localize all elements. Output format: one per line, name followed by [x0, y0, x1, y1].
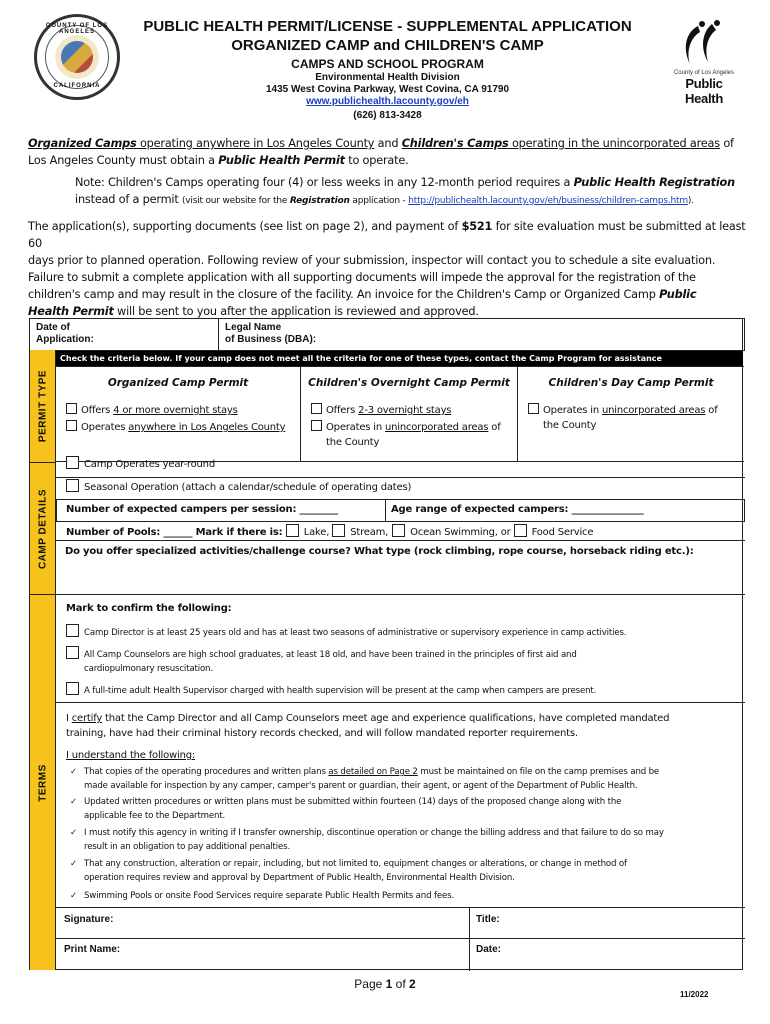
understand-item-3: ✓ I must notify this agency in writing if I transfer ownership, discontinue operation or change the billing address and that failure to do so may result in an obligation to pay additional penalties.: [70, 828, 664, 852]
phone-number: (626) 813-3428: [353, 110, 422, 121]
page-number: Page 1 of 2: [354, 977, 416, 991]
print-name-field[interactable]: Print Name:: [56, 938, 470, 971]
day-camp-header: Children's Day Camp Permit: [548, 377, 714, 389]
organized-camp-header: Organized Camp Permit: [107, 377, 249, 389]
division-name: Environmental Health Division: [315, 72, 460, 83]
stream-checkbox[interactable]: [332, 524, 345, 537]
organized-camp-column: [56, 366, 301, 462]
day-option-unincorporated[interactable]: Operates in unincorporated areas of the County: [528, 403, 718, 433]
registration-note: Note: Children's Camps operating four (4) or less weeks in any 12-month period requires a Public Health Registration instead of a permit (visit our website for the Registration application - http://publichealth.lacounty.gov/eh/business/children-camps.htm).: [75, 176, 735, 206]
checkmark-icon: ✓: [70, 859, 78, 869]
registration-link[interactable]: http://publichealth.lacounty.gov/eh/business/children-camps.htm: [408, 196, 688, 206]
checkbox[interactable]: [66, 456, 79, 469]
intro-paragraph-2: The application(s), supporting documents (see list on page 2), and payment of $521 for site evaluation must be submitted at least 60 days prior to planned operation. Following review of your submission, inspector will contact you to schedule a site evaluation. Failure to submit a complete application with all supporting documents will impede the approval for the registration of the children's camp and may result in the closure of the facility. An invoice for the Children's Camp or Organized Camp Public Health Permit will be sent to you after the application is reviewed and approved.: [28, 220, 746, 318]
understand-item-5: ✓ Swimming Pools or onsite Food Services require separate Public Health Permits and fees.: [70, 891, 455, 901]
year-round-option[interactable]: Camp Operates year-round: [66, 456, 215, 472]
checkbox[interactable]: [528, 403, 539, 414]
legal-name-field[interactable]: Legal Name of Business (DBA):: [218, 318, 745, 351]
office-address: 1435 West Covina Parkway, West Covina, CA 91790: [265, 84, 510, 95]
understand-item-4: ✓ That any construction, alteration or repair, including, but not limited to, equipment changes or alterations, or change in method of operation requires review and approval by Department of Public Health, Environmental Health Division.: [70, 859, 627, 883]
checkbox[interactable]: [311, 403, 322, 414]
overnight-camp-header: Children's Overnight Camp Permit: [308, 377, 510, 389]
pools-row: Number of Pools: ______ Mark if there is: Lake, Stream, Ocean Swimming, or Food Service: [66, 524, 593, 540]
camp-details-sidebar: CAMP DETAILS: [30, 462, 56, 594]
date-field[interactable]: Date:: [469, 938, 745, 971]
logo-county-text: County of Los Angeles: [673, 70, 735, 76]
day-camp-column: [517, 366, 744, 462]
signature-field[interactable]: Signature:: [56, 907, 470, 939]
organized-option-anywhere[interactable]: Operates anywhere in Los Angeles County: [66, 420, 285, 435]
campers-per-session-field[interactable]: Number of expected campers per session: ________: [66, 504, 338, 515]
application-form: [29, 318, 743, 970]
lake-checkbox[interactable]: [286, 524, 299, 537]
overnight-option-unincorporated[interactable]: Operates in unincorporated areas of the County: [311, 420, 501, 450]
seal-emblem: [61, 41, 93, 73]
checkbox[interactable]: [66, 682, 79, 695]
seasonal-option[interactable]: Seasonal Operation (attach a calendar/schedule of operating dates): [66, 479, 411, 495]
seal-bottom-text: CALIFORNIA: [53, 83, 101, 89]
program-name: CAMPS AND SCHOOL PROGRAM: [291, 57, 484, 71]
certify-statement: I certify that the Camp Director and all Camp Counselors meet age and experience qualifications, have completed mandated training, have had their criminal history records checked, and will follow mandated reporter requirements.: [66, 713, 670, 739]
age-range-field[interactable]: Age range of expected campers: _______________: [391, 504, 644, 515]
checkmark-icon: ✓: [70, 767, 78, 777]
checkbox[interactable]: [311, 420, 322, 431]
understand-item-1: ✓ That copies of the operating procedures and written plans as detailed on Page 2 must be maintained on file on the camp premises and be made available for inspection by any camper, camper's parent or guardian, their agent, or agent of the Department of Public Health.: [70, 767, 660, 791]
fee-amount: $521: [461, 220, 493, 233]
criteria-bar: Check the criteria below. If your camp does not meet all the criteria for one of these types, contact the Camp Program for assistance: [56, 351, 743, 367]
permit-type-sidebar: PERMIT TYPE: [30, 350, 56, 462]
logo-public-health-text: Public Health: [685, 76, 723, 106]
checkmark-icon: ✓: [70, 797, 78, 807]
checkbox[interactable]: [66, 646, 79, 659]
checkbox[interactable]: [66, 624, 79, 637]
revision-date: 11/2022: [680, 990, 709, 999]
checkbox[interactable]: [66, 479, 79, 492]
understand-item-2: ✓ Updated written procedures or written plans must be submitted within fourteen (14) days of the proposed change along with the applicable fee to the Department.: [70, 797, 622, 821]
checkbox[interactable]: [66, 420, 77, 431]
pools-field[interactable]: Number of Pools: ______ Mark if there is:: [66, 527, 286, 538]
activities-field[interactable]: Do you offer specialized activities/challenge course? What type (rock climbing, rope course, horseback riding etc.):: [56, 540, 745, 594]
confirm-counselors[interactable]: All Camp Counselors are high school graduates, at least 18 old, and have been trained in the principles of first aid and cardiopulmonary resuscitation.: [66, 646, 577, 676]
date-of-application-field[interactable]: Date of Application:: [29, 318, 219, 351]
ocean-checkbox[interactable]: [392, 524, 405, 537]
title-field[interactable]: Title:: [469, 907, 745, 939]
mark-confirm-heading: Mark to confirm the following:: [66, 603, 232, 614]
understand-heading: I understand the following:: [66, 750, 196, 761]
overnight-option-stays[interactable]: Offers 2-3 overnight stays: [311, 403, 451, 418]
form-title: PUBLIC HEALTH PERMIT/LICENSE - SUPPLEMENTAL APPLICATION: [143, 18, 632, 35]
seal-top-text: COUNTY OF LOS ANGELES: [45, 23, 109, 35]
confirm-health-supervisor[interactable]: A full-time adult Health Supervisor charged with health supervision will be present at the camp when campers are present.: [66, 682, 596, 698]
checkmark-icon: ✓: [70, 828, 78, 838]
intro-paragraph-1: Organized Camps operating anywhere in Los Angeles County and Children's Camps operating in the unincorporated areas of Los Angeles County must obtain a Public Health Permit to operate.: [28, 137, 734, 167]
checkmark-icon: ✓: [70, 891, 78, 901]
organized-option-overnight[interactable]: Offers 4 or more overnight stays: [66, 403, 238, 418]
campers-row: [56, 499, 745, 522]
form-subtitle: ORGANIZED CAMP and CHILDREN'S CAMP: [231, 37, 544, 54]
website-link[interactable]: www.publichealth.lacounty.gov/eh: [306, 96, 469, 107]
confirm-director[interactable]: Camp Director is at least 25 years old and has at least two seasons of administrative or supervisory experience in camp activities.: [66, 624, 626, 640]
county-seal: [34, 14, 120, 100]
checkbox[interactable]: [66, 403, 77, 414]
overnight-camp-column: [300, 366, 518, 462]
terms-sidebar: TERMS: [30, 594, 56, 970]
food-checkbox[interactable]: [514, 524, 527, 537]
